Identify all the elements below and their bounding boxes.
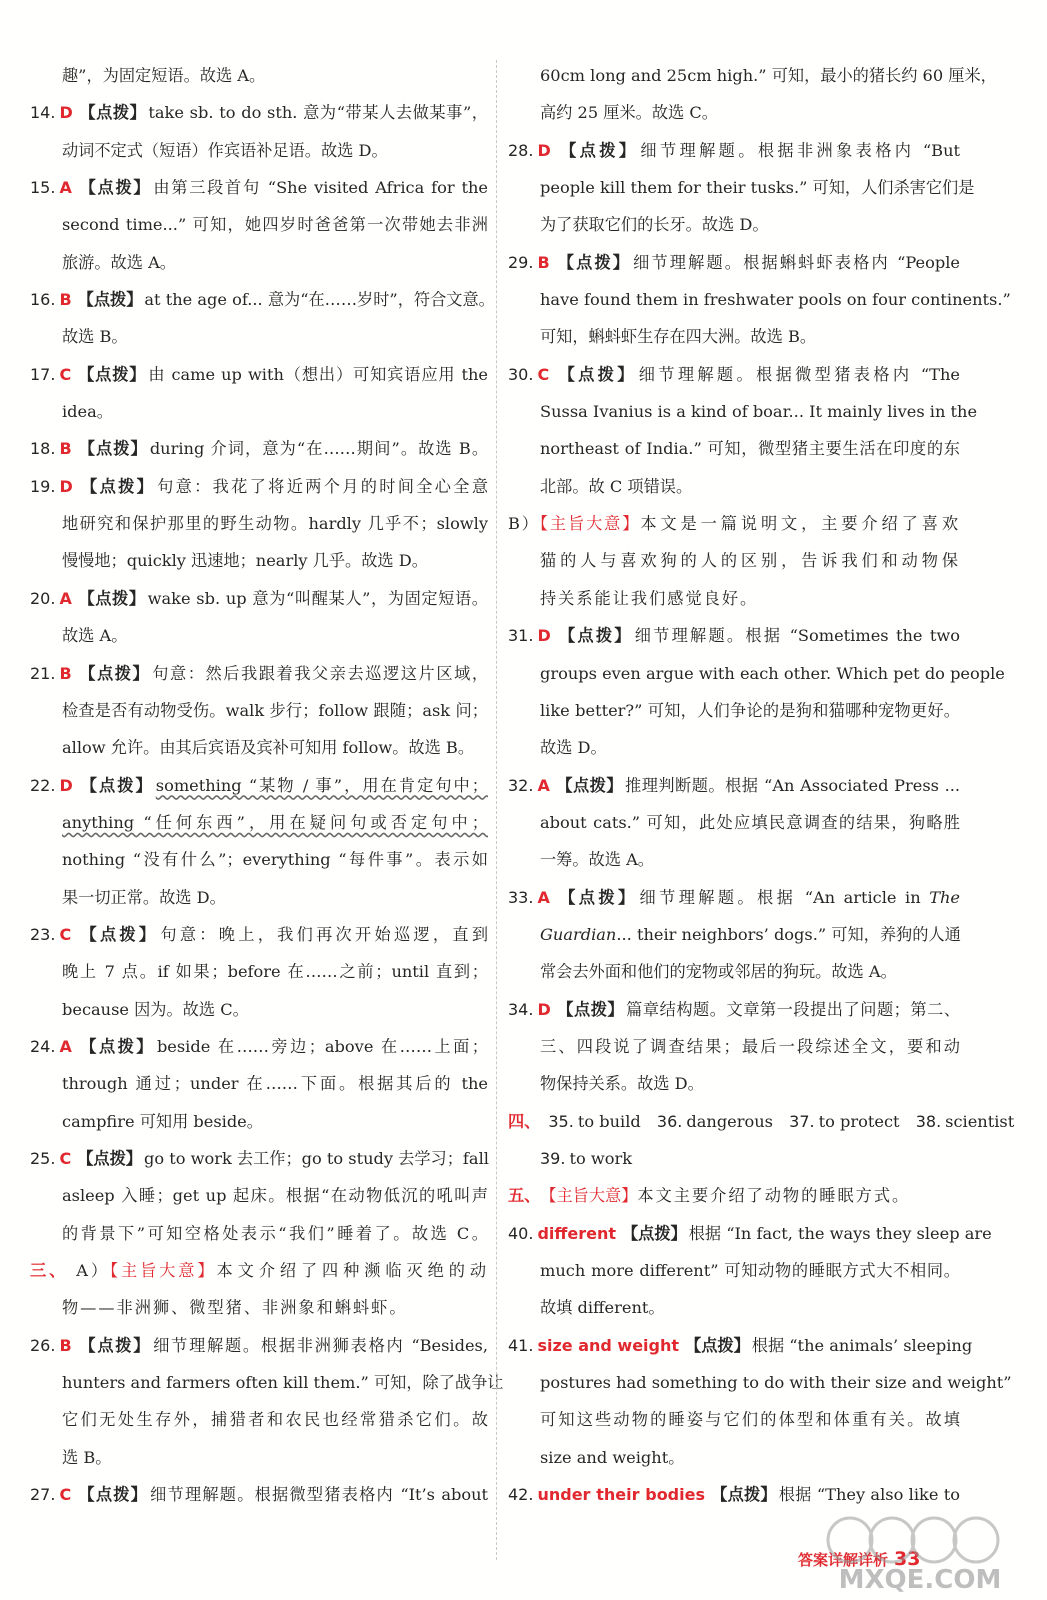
text-run: allow 允许。由其后宾语及宾补可知用 follow。故选 B。 (62, 738, 475, 758)
main-idea-tag: 【主旨大意】 (109, 1261, 217, 1280)
column-divider (496, 60, 497, 1560)
text-run: to work (569, 1148, 632, 1168)
text-run: 由第三段首句 “She visited Africa for the (153, 178, 489, 198)
text-run: second time...” 可知，她四岁时爸爸第一次带她去非洲 (62, 215, 488, 235)
text-run: 晚上 7 点。if 如果；before 在……之前；until 直到； (62, 962, 488, 982)
text-run: 细节理解题。根据微型猪表格内 “It’s about (150, 1485, 489, 1505)
text-run: dangerous (686, 1111, 790, 1131)
section-marker: 三、 (30, 1261, 69, 1280)
main-idea-tag: 【主旨大意】 (548, 1186, 638, 1206)
text-line (30, 281, 495, 318)
question-number: 20. (30, 588, 56, 608)
text-line (508, 94, 960, 131)
text-run: like better?” 可知，人们争论的是狗和猫哪种宠物更好。 (540, 700, 960, 720)
watermark-logo (820, 1500, 1020, 1595)
page-number: 33 (894, 1548, 921, 1570)
text-run: 常会去外面和他们的宠物或邻居的狗玩。故选 A。 (540, 962, 897, 982)
answer-letter: A (59, 588, 72, 608)
text-run: 地研究和保护那里的野生动物。hardly 几乎不；slowly (62, 514, 488, 534)
text-line (30, 767, 488, 804)
text-run: 句意：然后我跟着我父亲去巡逻这片区域， (152, 663, 489, 683)
main-idea-text: 本文是一篇说明文，主要介绍了喜欢 (640, 514, 961, 534)
text-run: people kill them for their tusks.” 可知，人们杀害它们是 (540, 178, 975, 198)
text-run: 为了获取它们的长牙。故选 D。 (540, 215, 769, 235)
text-run: 可知这些动物的睡姿与它们的体型和体重有关。故填 (540, 1410, 960, 1430)
text-run: 故选 B。 (62, 327, 128, 347)
text-run: 旅游。故选 A。 (62, 252, 176, 272)
text-line (30, 1252, 488, 1289)
main-idea-tag: 【主旨大意】 (539, 514, 641, 534)
text-line (508, 1177, 960, 1214)
text-run: 故选 A。 (62, 626, 128, 646)
text-line (30, 206, 488, 243)
text-line (30, 318, 488, 355)
text-line (508, 692, 960, 729)
main-idea-text: 本文介绍了四种濒临灭绝的动 (216, 1261, 489, 1280)
text-run: 一筹。故选 A。 (540, 850, 654, 870)
text-line (30, 542, 488, 579)
text-run: 由 came up with（想出）可知宾语应用 the (148, 364, 488, 384)
text-run: 60cm long and 25cm high.” 可知，最小的猪长约 60 厘米， (540, 66, 997, 85)
text-run: 句意：我花了将近两个月的时间全心全意 (157, 476, 489, 496)
text-line (30, 1028, 488, 1065)
question-number: 41. (508, 1335, 534, 1355)
question-number: 33. (508, 887, 534, 907)
main-idea-text: 猫的人与喜欢狗的人的区别，告诉我们和动物保 (540, 551, 960, 571)
text-line (30, 841, 488, 878)
hint-tag: 【点拨】 (77, 290, 143, 310)
question-number: 23. (30, 924, 56, 944)
text-line (508, 841, 960, 878)
answer-letter: C (537, 364, 550, 384)
text-line (508, 767, 960, 804)
hint-tag: 【点拨】 (77, 924, 159, 944)
text-run: 趣”，为固定短语。故选 A。 (62, 66, 266, 85)
text-run: 故选 D。 (540, 738, 607, 758)
question-number: 30. (508, 364, 534, 384)
answer-letter: C (59, 1485, 72, 1505)
hint-tag: 【点拨】 (77, 178, 152, 198)
text-run: hunters and farmers often kill them.” 可知，除了战争让 (62, 1373, 504, 1393)
text-line (30, 1140, 488, 1177)
text-line (508, 206, 960, 243)
text-line (508, 1103, 1015, 1140)
hint-tag: 【点拨】 (711, 1485, 777, 1505)
text-line (30, 692, 488, 729)
text-line (508, 1439, 960, 1476)
hint-tag: 【点拨】 (77, 1036, 155, 1056)
text-line (508, 1364, 1012, 1401)
text-run: 推理判断题。根据 “An Associated Press ... (625, 775, 961, 795)
text-line (508, 953, 960, 990)
question-number: 21. (30, 663, 56, 683)
text-line (30, 430, 488, 467)
question-number: 27. (30, 1485, 56, 1505)
hint-tag: 【点拨】 (77, 439, 148, 459)
text-run: postures had something to do with their size and weight” (540, 1373, 1012, 1393)
hint-tag: 【点拨】 (77, 1485, 149, 1505)
text-run: asleep 入睡；get up 起床。根据“在动物低沉的吼叫声 (62, 1186, 488, 1206)
text-run: go to work 去工作；go to study 去学习；fall (143, 1148, 489, 1168)
answer-column-left (30, 57, 504, 1513)
text-line (30, 916, 488, 953)
italic-text: Guardian (540, 924, 617, 944)
text-line (30, 879, 488, 916)
text-line (30, 1177, 488, 1214)
text-line (508, 318, 960, 355)
question-number: 42. (508, 1485, 534, 1505)
text-line (508, 542, 960, 579)
hint-tag: 【点拨】 (78, 103, 147, 123)
text-run: 的背景下”可知空格处表示“我们”睡着了。故选 C。 (62, 1223, 488, 1243)
text-line (30, 244, 488, 281)
answer-column-right (508, 57, 1015, 1513)
text-line (508, 729, 960, 766)
text-run: B） (508, 514, 540, 534)
text-run: 果一切正常。故选 D。 (62, 887, 226, 907)
question-number: 22. (30, 775, 56, 795)
hint-tag: 【点拨】 (621, 1223, 687, 1243)
text-line (30, 804, 488, 841)
watermark-text: MXQE.COM (838, 1565, 1002, 1595)
text-line (508, 356, 960, 393)
question-number: 15. (30, 178, 56, 198)
text-run: to protect (818, 1111, 916, 1131)
answer-letter: C (59, 1148, 72, 1168)
text-line (30, 57, 488, 94)
question-number: 32. (508, 775, 534, 795)
answer-letter: B (537, 252, 550, 272)
text-line (508, 468, 960, 505)
text-line (30, 580, 488, 617)
text-run: 句意：晚上，我们再次开始巡逻，直到 (160, 924, 489, 944)
answer-letter: B (59, 439, 72, 459)
question-number: 31. (508, 626, 534, 646)
text-run: because 因为。故选 C。 (62, 999, 249, 1019)
text-line (30, 94, 488, 131)
text-line (508, 505, 960, 542)
text-line (30, 1065, 488, 1102)
text-line (508, 244, 960, 281)
text-line (30, 505, 488, 542)
text-line (508, 580, 960, 617)
text-run: idea。 (62, 402, 113, 422)
text-line (30, 1476, 488, 1513)
answer-letter: A (59, 178, 72, 198)
hint-tag: 【点拨】 (77, 588, 146, 608)
text-line (508, 132, 960, 169)
hint-tag: 【点拨】 (555, 775, 624, 795)
text-run: 细节理解题。根据蝌蚪虾表格内 “People (633, 252, 960, 272)
hint-tag: 【点拨】 (556, 140, 639, 160)
text-run: Sussa Ivanius is a kind of boar... It mainly lives in the (540, 402, 978, 422)
answer-letter: B (59, 290, 72, 310)
hint-tag: 【点拨】 (685, 1335, 750, 1355)
text-line (508, 1252, 960, 1289)
text-run: wake sb. up 意为“叫醒某人”，为固定短语。 (147, 588, 488, 608)
text-line (30, 1364, 504, 1401)
question-number: 18. (30, 439, 56, 459)
question-number: 17. (30, 364, 56, 384)
text-line (30, 1103, 488, 1140)
text-run: 可知，蝌蚪虾生存在四大洲。故选 B。 (540, 327, 817, 347)
answer-phrase: size and weight (537, 1335, 680, 1355)
hint-tag: 【点拨】 (555, 252, 632, 272)
text-run: A） (76, 1261, 110, 1280)
question-number: 35. (548, 1111, 574, 1131)
text-line (508, 916, 960, 953)
hint-tag: 【点拨】 (77, 364, 147, 384)
text-line (30, 132, 488, 169)
text-run: 选 B。 (62, 1447, 112, 1467)
text-run: at the age of... 意为“在……岁时”，符合文意。 (144, 290, 495, 310)
text-run: 慢慢地；quickly 迅速地；nearly 几乎。故选 D。 (62, 551, 428, 571)
hint-tag: 【点拨】 (78, 476, 156, 496)
question-number: 40. (508, 1223, 534, 1243)
text-line (508, 281, 1011, 318)
section-marker: 五、 (508, 1186, 541, 1206)
text-run: 北部。故 C 项错误。 (540, 476, 693, 496)
text-run: 根据 “In fact, the ways they sleep are (688, 1223, 992, 1243)
text-line (508, 1401, 960, 1438)
text-run: 细节理解题。根据非洲象表格内 “But (640, 140, 961, 160)
footer-label: 答案详解详析 (798, 1551, 889, 1569)
text-line (30, 655, 488, 692)
answer-letter: D (537, 140, 551, 160)
text-run: 三、四段说了调查结果；最后一段综述全文，要和动 (540, 1036, 960, 1056)
text-run: 故填 different。 (540, 1298, 665, 1318)
hint-tag: 【点拨】 (555, 364, 637, 384)
answer-letter: D (59, 476, 73, 496)
question-number: 24. (30, 1036, 56, 1056)
question-number: 38. (915, 1111, 942, 1131)
text-run: have found them in freshwater pools on four continents.” (540, 290, 1011, 310)
text-run: about cats.” 可知，此处应填民意调查的结果，狗略胜 (540, 812, 960, 832)
question-number: 36. (656, 1111, 683, 1131)
text-line (508, 169, 975, 206)
text-run: campfire 可知用 beside。 (62, 1111, 263, 1131)
text-run: through 通过；under 在……下面。根据其后的 the (62, 1074, 488, 1094)
text-run: 细节理解题。根据非洲狮表格内 “Besides, (153, 1335, 488, 1355)
text-run: beside 在……旁边；above 在……上面； (156, 1036, 488, 1056)
text-run: 篇章结构题。文章第一段提出了问题；第二、 (626, 999, 961, 1019)
hint-tag: 【点拨】 (77, 1335, 152, 1355)
text-line (30, 953, 488, 990)
hint-tag: 【点拨】 (556, 626, 633, 646)
answer-phrase: different (537, 1223, 616, 1243)
text-run: 检查是否有动物受伤。walk 步行；follow 跟随；ask 问； (62, 700, 488, 720)
text-run: 细节理解题。根据 “An article in (639, 887, 930, 907)
answer-letter: D (537, 626, 551, 646)
hint-tag: 【点拨】 (77, 663, 151, 683)
text-run: nothing “没有什么”；everything “每件事”。表示如 (62, 850, 488, 870)
text-run: northeast of India.” 可知，微型猪主要生活在印度的东 (540, 439, 960, 459)
text-run: groups even argue with each other. Which pet do people (540, 663, 1005, 683)
question-number: 34. (508, 999, 534, 1019)
answer-letter: A (537, 887, 550, 907)
question-number: 26. (30, 1335, 56, 1355)
answer-letter: B (59, 663, 72, 683)
text-line (30, 1401, 488, 1438)
text-line (30, 1439, 488, 1476)
answer-letter: C (59, 924, 72, 944)
question-number: 19. (30, 476, 56, 496)
text-run: ... their neighbors’ dogs.” 可知，养狗的人通 (616, 924, 961, 944)
question-number: 39. (540, 1148, 566, 1168)
text-run: scientist (945, 1111, 1015, 1131)
text-run: 根据 “They also like to (778, 1485, 961, 1505)
text-run: 根据 “the animals’ sleeping (751, 1335, 973, 1355)
text-line (508, 1065, 960, 1102)
question-number: 25. (30, 1148, 56, 1168)
question-number: 29. (508, 252, 534, 272)
text-run: much more different” 可知动物的睡眠方式大不相同。 (540, 1261, 960, 1280)
answer-phrase: under their bodies (537, 1485, 705, 1505)
text-run: 细节理解题。根据 “Sometimes the two (634, 626, 960, 646)
text-line (508, 879, 960, 916)
underlined-text: anything “任何东西”，用在疑问句或否定句中； (62, 812, 488, 832)
hint-tag: 【点拨】 (77, 1148, 142, 1168)
text-line (30, 393, 488, 430)
text-run: 动词不定式（短语）作宾语补足语。故选 D。 (62, 140, 388, 160)
text-line (30, 356, 488, 393)
text-run: take sb. to do sth. 意为“带某人去做某事”， (148, 103, 488, 123)
answer-letter: C (59, 364, 72, 384)
text-run: size and weight。 (540, 1447, 685, 1467)
question-number: 37. (789, 1111, 815, 1131)
text-line (508, 430, 960, 467)
text-line (30, 729, 488, 766)
answer-letter: D (537, 999, 551, 1019)
text-line (508, 1215, 992, 1252)
text-line (508, 1289, 960, 1326)
main-idea-text: 本文主要介绍了动物的睡眠方式。 (637, 1186, 911, 1206)
text-run: 高约 25 厘米。故选 C。 (540, 103, 718, 123)
question-number: 28. (508, 140, 534, 160)
text-line (30, 617, 488, 654)
italic-text: The (929, 887, 960, 907)
hint-tag: 【点拨】 (556, 999, 625, 1019)
text-line (508, 1028, 960, 1065)
answer-letter: D (59, 103, 73, 123)
text-run: to build (577, 1111, 657, 1131)
answer-letter: D (59, 775, 73, 795)
text-line (508, 655, 1005, 692)
section-marker: 四、 (508, 1111, 541, 1131)
text-line (508, 393, 978, 430)
question-number: 14. (30, 103, 56, 123)
hint-tag: 【点拨】 (555, 887, 638, 907)
answer-letter: A (59, 1036, 72, 1056)
text-line (30, 1289, 488, 1326)
question-number: 16. (30, 290, 56, 310)
answer-letter: A (537, 775, 550, 795)
text-line (30, 991, 488, 1028)
text-run: 细节理解题。根据微型猪表格内 “The (638, 364, 960, 384)
text-line (30, 1215, 488, 1252)
text-run: 它们无处生存外，捕猎者和农民也经常猎杀它们。故 (62, 1410, 488, 1430)
text-line (30, 169, 488, 206)
text-run: 物保持关系。故选 D。 (540, 1074, 704, 1094)
text-line (508, 1140, 960, 1177)
main-idea-text: 持关系能让我们感觉良好。 (540, 588, 759, 608)
underlined-text: something “某物 / 事”，用在肯定句中； (155, 775, 488, 795)
main-idea-text: 物——非洲狮、微型猪、非洲象和蝌蚪虾。 (62, 1298, 408, 1318)
text-line (30, 1327, 488, 1364)
text-line (508, 804, 960, 841)
text-line (508, 617, 960, 654)
hint-tag: 【点拨】 (78, 775, 154, 795)
text-run: during 介词，意为“在……期间”。故选 B。 (149, 439, 489, 459)
answer-letter: B (59, 1335, 72, 1355)
text-line (508, 1327, 973, 1364)
text-line (508, 991, 960, 1028)
text-line (30, 468, 488, 505)
text-line (508, 57, 997, 94)
